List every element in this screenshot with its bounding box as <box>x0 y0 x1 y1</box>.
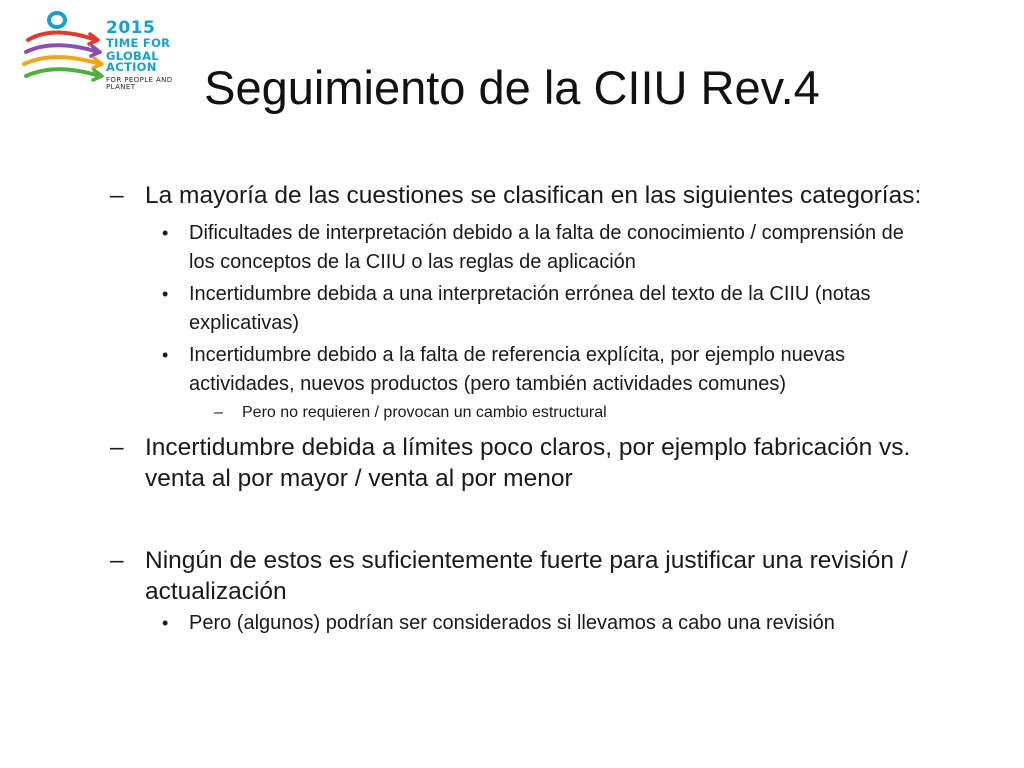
list-item-text: Pero no requieren / provocan un cambio estructural <box>242 404 607 421</box>
logo-tagline: FOR PEOPLE AND PLANET <box>106 75 173 91</box>
bullet-marker: • <box>162 613 169 633</box>
list-item-text: Incertidumbre debido a la falta de referencia explícita, por ejemplo nuevas actividades, nuevos productos (pero también actividades comunes) <box>189 344 845 395</box>
list-item-level1 <box>0 545 1024 607</box>
list-item-text: Incertidumbre debida a una interpretación errónea del texto de la CIIU (notas explicativas) <box>189 283 871 334</box>
list-item-level1 <box>0 180 1024 211</box>
list-item-level2 <box>0 219 1024 277</box>
list-item-text: Dificultades de interpretación debido a la falta de conocimiento / comprensión de los conceptos de la CIIU o las reglas de aplicación <box>189 222 904 273</box>
list-item-level2 <box>0 341 1024 399</box>
list-item-level2 <box>0 609 1024 638</box>
list-item-text: Pero (algunos) podrían ser considerados si llevamos a cabo una revisión <box>189 612 835 634</box>
dash-marker: – <box>110 434 124 461</box>
list-item-level3 <box>0 402 1024 424</box>
dash-marker: – <box>110 182 124 209</box>
list-item-level2 <box>0 280 1024 338</box>
logo-line-1: TIME FOR <box>106 36 171 50</box>
list-item-text: La mayoría de las cuestiones se clasifican en las siguientes categorías: <box>145 182 922 209</box>
bullet-marker: • <box>162 284 169 304</box>
dash-marker: – <box>110 547 124 574</box>
list-item-text: Ningún de estos es suficientemente fuerte para justificar una revisión / actualización <box>145 547 908 605</box>
logo-line-2: GLOBAL ACTION <box>106 48 159 74</box>
bullet-marker: • <box>162 223 169 243</box>
bullet-marker: • <box>162 345 169 365</box>
logo-year: 2015 <box>106 18 156 38</box>
list-item-text: Incertidumbre debida a límites poco claros, por ejemplo fabricación vs. venta al por mayor / venta al por menor <box>145 434 911 492</box>
dash-marker: – <box>214 404 223 421</box>
slide-title: Seguimiento de la CIIU Rev.4 <box>204 61 820 114</box>
slide-body <box>0 180 1024 638</box>
list-item-level1 <box>0 432 1024 494</box>
